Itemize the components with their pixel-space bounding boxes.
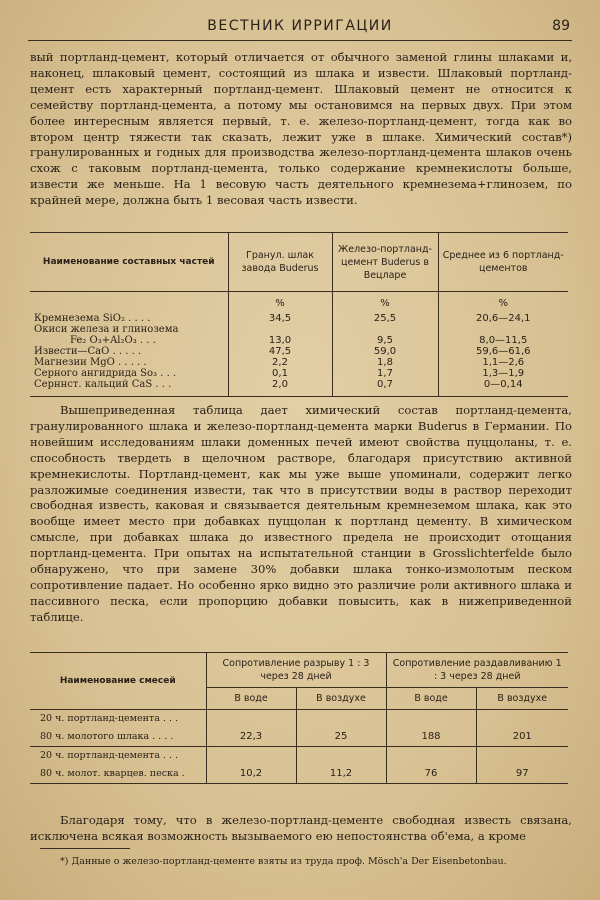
footnote-divider	[40, 848, 130, 849]
unit-label: %	[228, 292, 332, 314]
cell-value: 1,1—2,6	[438, 357, 568, 368]
col-header-in-water: В воде	[386, 688, 476, 710]
table-row	[30, 368, 568, 379]
cell-value: 22,3	[206, 728, 296, 747]
strength-table	[30, 652, 568, 784]
cell-value: 11,2	[296, 765, 386, 784]
row-label: 80 ч. молот. кварцев. песка .	[40, 768, 185, 779]
table-row	[30, 324, 568, 335]
col-header-iron-cement: Железо-портланд-цемент Buderus в Вецларе	[332, 233, 438, 292]
cell-value: 0—0,14	[438, 379, 568, 397]
table-row	[30, 335, 568, 346]
col-header-average: Среднее из 6 портланд-цементов	[438, 233, 568, 292]
col-header-mixtures: Наименование смесей	[30, 653, 206, 710]
row-label: Серного ангидрида So₃ . . .	[34, 368, 177, 379]
table-row	[30, 357, 568, 368]
row-label: Извести—CaO . . . . .	[34, 346, 142, 357]
table-row	[30, 313, 568, 324]
cell-value: 47,5	[228, 346, 332, 357]
cell-value: 1,7	[332, 368, 438, 379]
cell-value: 34,5	[228, 313, 332, 324]
paragraph-intro: вый портланд-цемент, который отличается от обычного заменой глины шлаками и, наконец, шлаковый цемент, состоящий из шлака и извести. Шлаковый портланд-цемент есть характерный портланд-цемент. Шлаковый цемент не относится к семейству портланд-цемента, а потому мы остановимся на первых двух. При этом более интересным является первый, т. е. железо-портланд-цемент, тогда как во втором центр тяжести так сказать, лежит уже в шлаке. Химический состав*) гранулированных и годных для производства железо-портланд-цемента шлаков очень схож с таковым портланд-цемента, только содержание кремнекислоты больше, извести же меньше. На 1 весовую часть деятельного кремнезема+глинозем, по крайней мере, должна быть 1 весовая часть извести.	[30, 50, 572, 208]
cell-value: 59,6—61,6	[438, 346, 568, 357]
paragraph-analysis: Вышеприведенная таблица дает химический состав портланд-цемента, гранулированного шлака и железо-портланд-цемента марки Buderus в Германии. По новейшим исследованиям шлаки доменных печей имеют свойства пуццоланы, т. е. способность твердеть в щелочном растворе, благодаря присутствию активной кремнекислоты. Портланд-цемент, как мы уже выше упоминали, содержит легко разложимые соединения извести, так что в присутствии воды в раствор переходит свободная известь, каковая и связывается деятельным кремнеземом шлака, как это вообще имеет место при добавках пуццолан к портланд цементу. В химическом смысле, при добавках шлака до известного предела не происходит отощания портланд-цемента. При опытах на испытательной станции в Grosslichterfelde было обнаружено, что при замене 30% добавки шлака тонко-измолотым песком сопротивление падает. Но особенно ярко видно это различие роли активного шлака и пассивного песка, если пропорцию добавки повысить, как в нижеприведенной таблице.	[30, 403, 572, 624]
cell-value: 188	[386, 728, 476, 747]
row-label: Серннст. кальций CaS . . .	[34, 379, 172, 390]
row-label: Магнезии MgO . . . . .	[34, 357, 147, 368]
cell-value: 25	[296, 728, 386, 747]
cell-value: 59,0	[332, 346, 438, 357]
col-header-compressive: Сопротивление раздавливанию 1 : 3 через 28 дней	[386, 653, 568, 688]
cell-value: 9,5	[332, 335, 438, 346]
col-header-slag: Гранул. шлак завода Buderus	[228, 233, 332, 292]
cell-value: 2,2	[228, 357, 332, 368]
table-header-row	[30, 233, 568, 292]
chemical-composition-table	[30, 232, 568, 397]
row-label: Fe₂ O₃+Al₂O₃ . . .	[70, 335, 156, 346]
footnote: *) Данные о железо-портланд-цементе взяты из труда проф. Mösch'a Der Eisenbetonbau.	[60, 856, 507, 867]
page-number: 89	[552, 18, 570, 34]
cell-value: 76	[386, 765, 476, 784]
cell-value: 1,3—1,9	[438, 368, 568, 379]
table-row	[30, 346, 568, 357]
cell-value: 0,1	[228, 368, 332, 379]
running-header	[28, 14, 572, 41]
cell-value: 13,0	[228, 335, 332, 346]
cell-value: 97	[476, 765, 568, 784]
row-label: 20 ч. портланд-цемента . . .	[40, 713, 179, 724]
cell-value: 20,6—24,1	[438, 313, 568, 324]
col-header-in-water: В воде	[206, 688, 296, 710]
journal-title: ВЕСТНИК ИРРИГАЦИИ	[207, 18, 393, 34]
cell-value: 0,7	[332, 379, 438, 397]
table-row	[30, 747, 568, 766]
row-label: 20 ч. портланд-цемента . . .	[30, 747, 206, 766]
cell-value: 25,5	[332, 313, 438, 324]
col-header-tensile: Сопротивление разрыву 1 : 3 через 28 дней	[206, 653, 386, 688]
table-row	[30, 765, 568, 784]
paragraph-conclusion: Благодаря тому, что в железо-портланд-цементе свободная известь связана, исключена всякая возможность вызываемого ею непостоянства об'ема, а кроме	[30, 813, 572, 843]
row-label: 80 ч. молотого шлака . . . .	[40, 731, 174, 742]
unit-row	[30, 292, 568, 314]
col-header-components: Наименование составных частей	[30, 233, 228, 292]
row-label: Окиси железа и глинозема	[34, 324, 179, 335]
unit-label: %	[438, 292, 568, 314]
table-header-row	[30, 653, 568, 688]
cell-value: 8,0—11,5	[438, 335, 568, 346]
col-header-in-air: В воздухе	[476, 688, 568, 710]
cell-value: 2,0	[228, 379, 332, 397]
unit-label: %	[332, 292, 438, 314]
cell-value: 201	[476, 728, 568, 747]
table-row	[30, 728, 568, 747]
row-label: Кремнезема SiO₂ . . . .	[34, 313, 151, 324]
cell-value: 10,2	[206, 765, 296, 784]
table-row	[30, 379, 568, 397]
table-row	[30, 710, 568, 729]
cell-value: 1,8	[332, 357, 438, 368]
col-header-in-air: В воздухе	[296, 688, 386, 710]
